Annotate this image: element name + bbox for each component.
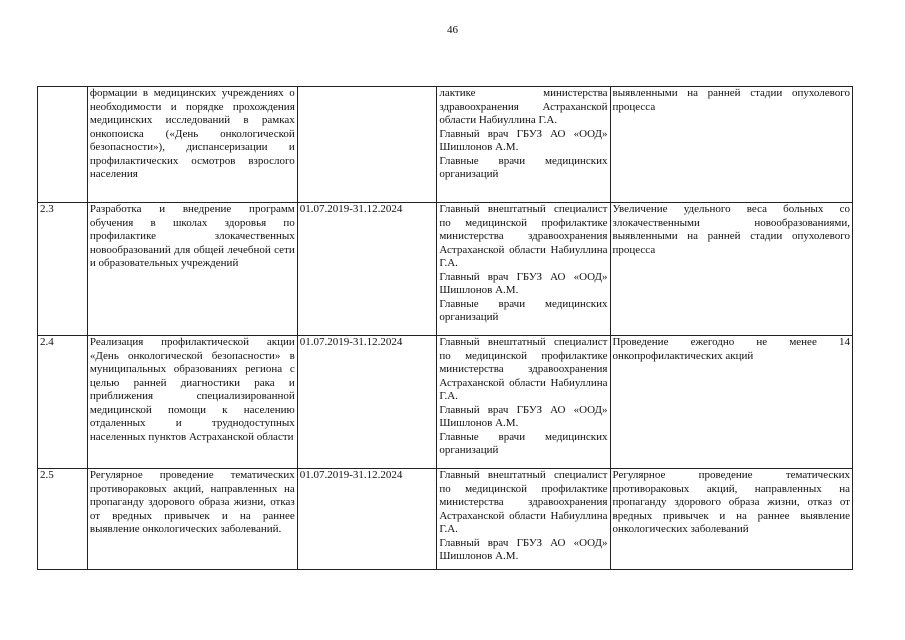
responsible-line: Главный врач ГБУЗ АО «ООД» Шишлонов А.М.	[439, 403, 608, 429]
implementation-period: 01.07.2019-31.12.2024	[297, 336, 437, 469]
action-plan-table	[37, 86, 853, 570]
responsible-line: Главный врач ГБУЗ АО «ООД» Шишлонов А.М.	[439, 127, 608, 153]
table-row	[38, 469, 853, 570]
responsible-line: Главный внештатный специалист по медицинской профилактике министерства здравоохранения Астраханской области Набиуллина Г.А.	[439, 203, 608, 269]
responsible-persons	[437, 203, 610, 336]
row-number: 2.5	[38, 469, 88, 570]
responsible-persons	[437, 469, 610, 570]
expected-result: выявленными на ранней стадии опухолевого процесса	[610, 87, 853, 203]
responsible-line: Главные врачи медицинских организаций	[439, 297, 608, 323]
table-row	[38, 87, 853, 203]
responsible-line: Главный внештатный специалист по медицинской профилактике министерства здравоохранения Астраханской области Набиуллина Г.А.	[439, 336, 608, 402]
row-number	[38, 87, 88, 203]
page-number: 46	[447, 24, 458, 36]
row-number: 2.4	[38, 336, 88, 469]
implementation-period	[297, 87, 437, 203]
responsible-line: Главный врач ГБУЗ АО «ООД» Шишлонов А.М.	[439, 270, 608, 296]
responsible-line: лактике министерства здравоохранения Астраханской области Набиуллина Г.А.	[439, 87, 608, 126]
activity-name: Разработка и внедрение программ обучения в школах здоровья по профилактике злокачественных новообразований для общей лечебной сети и образовательных учреждений	[87, 203, 297, 336]
table-row	[38, 336, 853, 469]
responsible-line: Главный врач ГБУЗ АО «ООД» Шишлонов А.М.	[439, 536, 608, 562]
activity-name: формации в медицинских учреждениях о необходимости и порядке прохождения медицинских исследований в рамках онкопоиска («День онкологической безопасности»), диспансеризации и профилактических осмотров взрослого населения	[87, 87, 297, 203]
activity-name: Реализация профилактической акции «День онкологической безопасности» в муниципальных образованиях региона с целью ранней диагностики рака и приближения специализированной медицинской помощи к населению отдаленных и труднодоступных населенных пунктов Астраханской области	[87, 336, 297, 469]
activity-name: Регулярное проведение тематических противораковых акций, направленных на пропаганду здорового образа жизни, отказ от вредных привычек и на раннее выявление онкологических заболеваний.	[87, 469, 297, 570]
responsible-persons	[437, 336, 610, 469]
expected-result: Увеличение удельного веса больных со злокачественными новообразованиями, выявленными на ранней стадии опухолевого процесса	[610, 203, 853, 336]
responsible-line: Главные врачи медицинских организаций	[439, 430, 608, 456]
implementation-period: 01.07.2019-31.12.2024	[297, 203, 437, 336]
expected-result: Регулярное проведение тематических противораковых акций, направленных на пропаганду здорового образа жизни, отказ от вредных привычек и на раннее выявление онкологических заболеваний	[610, 469, 853, 570]
responsible-line: Главный внештатный специалист по медицинской профилактике министерства здравоохранения Астраханской области Набиуллина Г.А.	[439, 469, 608, 535]
implementation-period: 01.07.2019-31.12.2024	[297, 469, 437, 570]
table-row	[38, 203, 853, 336]
expected-result: Проведение ежегодно не менее 14 онкопрофилактических акций	[610, 336, 853, 469]
responsible-persons	[437, 87, 610, 203]
row-number: 2.3	[38, 203, 88, 336]
responsible-line: Главные врачи медицинских организаций	[439, 154, 608, 180]
